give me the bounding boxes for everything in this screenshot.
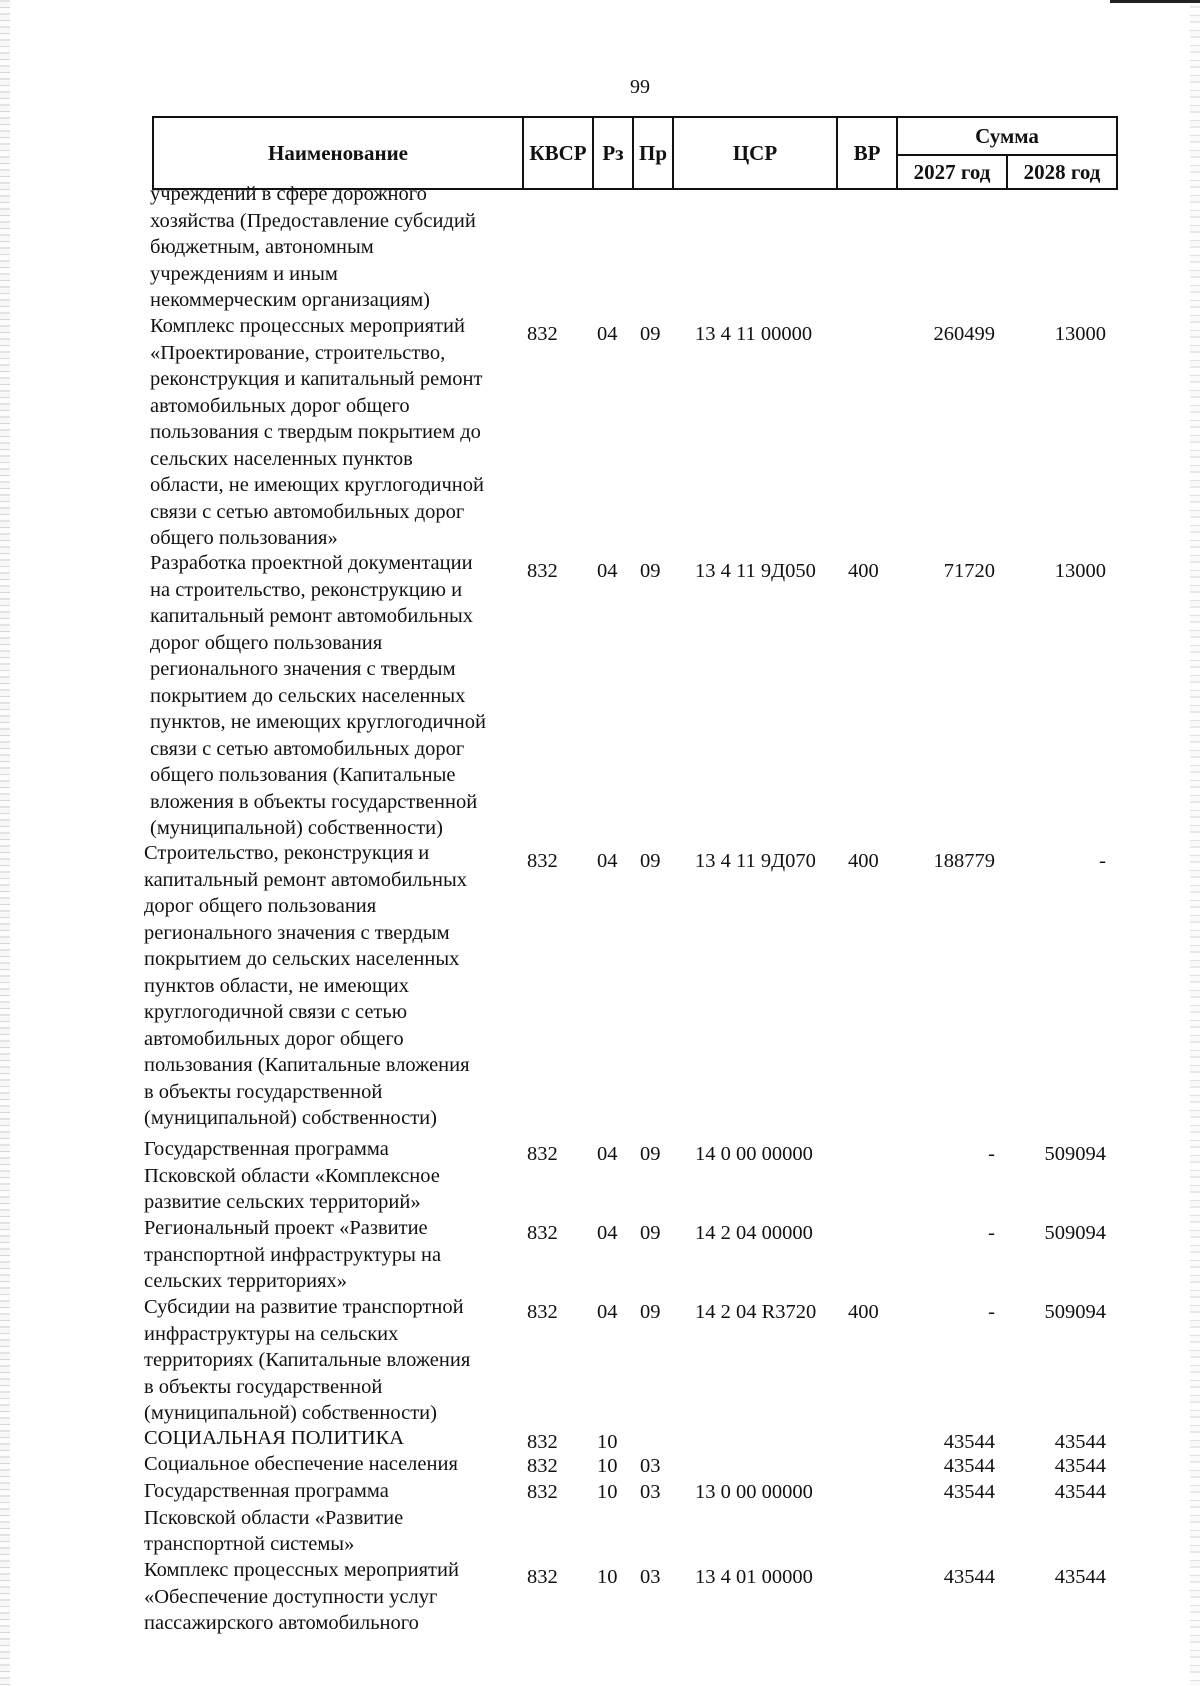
row-name-line: капитальный ремонт автомобильных [150,605,473,627]
row-name-line: Комплекс процессных мероприятий [144,1559,459,1581]
header-name: Наименование [268,140,408,165]
kvsr-cell: 832 [527,1301,558,1323]
amount-2028-cell: 43544 [1054,1566,1106,1588]
rz-cell: 10 [597,1455,618,1477]
amount-2028-cell: 43544 [1054,1455,1106,1477]
row-name-line: Строительство, реконструкция и [144,842,430,864]
row-name-line: транспортной инфраструктуры на [144,1243,442,1266]
row-name-line: инфраструктуры на сельских [144,1322,399,1345]
amount-2027-cell: 43544 [943,1566,995,1588]
pr-cell: 09 [640,850,661,872]
amount-2027-cell: 71720 [943,560,995,582]
csr-cell: 14 2 04 00000 [695,1222,813,1244]
row-name-line: Псковской области «Комплексное [144,1164,440,1187]
rz-cell: 10 [597,1481,618,1503]
pr-cell: 09 [640,323,661,345]
header-vr: ВР [853,140,881,165]
csr-cell: 13 4 01 00000 [695,1566,813,1588]
row-name-line: (муниципальной) собственности) [144,1107,437,1129]
row-name-line: автомобильных дорог общего [144,1027,404,1050]
pr-cell: 09 [640,1222,661,1244]
vr-cell: 400 [848,1301,879,1323]
kvsr-cell: 832 [527,1431,558,1453]
pr-cell: 03 [640,1566,661,1588]
row-name-line: Государственная программа [144,1480,389,1502]
row-name [150,550,522,842]
csr-cell: 13 4 11 9Д050 [695,560,816,582]
amount-2028-cell: 509094 [1044,1301,1106,1323]
row-name-line: общего пользования» [150,527,338,549]
header-rz: Рз [602,140,624,165]
kvsr-cell: 832 [527,560,558,582]
row-name [144,1557,516,1637]
kvsr-cell: 832 [527,323,558,345]
row-name-line: «Обеспечение доступности услуг [144,1585,438,1608]
row-name-line: некоммерческим организациям) [150,289,430,311]
scan-edge-left [0,0,10,1686]
row-name-line: Разработка проектной документации [150,552,473,574]
row-name [144,1451,516,1478]
row-name-line: автомобильных дорог общего [150,394,410,417]
scan-corner-mark [1110,0,1200,3]
rz-cell: 04 [597,1301,618,1323]
amount-2027-cell: - [988,1222,995,1244]
row-name-line: транспортной системы» [144,1533,355,1555]
row-name [150,313,522,552]
kvsr-cell: 832 [527,1481,558,1503]
row-name [144,1478,516,1558]
kvsr-cell: 832 [527,1566,558,1588]
amount-2028-cell: 509094 [1044,1143,1106,1165]
pr-cell: 09 [640,1301,661,1323]
rz-cell: 10 [597,1566,618,1588]
rz-cell: 04 [597,560,618,582]
pr-cell: 03 [640,1481,661,1503]
row-name-line: капитальный ремонт автомобильных [144,868,467,891]
row-name-line: Комплекс процессных мероприятий [150,315,465,337]
row-name-line: территориях (Капитальные вложения [144,1349,471,1371]
row-name-line: Субсидии на развитие транспортной [144,1296,464,1318]
row-name-line: (муниципальной) собственности) [150,817,443,839]
amount-2027-cell: 43544 [943,1455,995,1477]
row-name-line: на строительство, реконструкцию и [150,578,463,601]
csr-cell: 14 0 00 00000 [695,1143,813,1165]
amount-2027-cell: 260499 [933,323,995,345]
row-name-line: регионального значения с твердым [150,658,456,680]
csr-cell: 13 4 11 00000 [695,323,813,345]
amount-2027-cell: 188779 [933,850,995,872]
scan-edge-right [1190,0,1200,1686]
table-header [152,116,1118,190]
row-name-line: дорог общего пользования [150,631,383,654]
row-name-line: бюджетным, автономным [150,236,374,258]
amount-2028-cell: 43544 [1054,1481,1106,1503]
pr-cell: 03 [640,1455,661,1477]
page-number: 99 [630,76,650,98]
kvsr-cell: 832 [527,850,558,872]
row-name [144,1215,516,1295]
row-name-line: покрытием до сельских населенных [150,684,466,707]
row-name-line: области, не имеющих круглогодичной [150,474,484,496]
row-name-line: пассажирского автомобильного [144,1612,419,1634]
pr-cell: 09 [640,560,661,582]
row-name-line: покрытием до сельских населенных [144,948,460,970]
header-year-2028: 2028 год [1023,159,1101,184]
amount-2028-cell: 43544 [1054,1431,1106,1453]
row-name-line: развитие сельских территорий» [144,1191,421,1213]
amount-2027-cell: 43544 [943,1481,995,1503]
row-name-line: сельских территориях» [144,1270,348,1292]
row-name-line: в объекты государственной [144,1375,383,1398]
row-name-line: регионального значения с твердым [144,921,450,944]
row-name-line: СОЦИАЛЬНАЯ ПОЛИТИКА [144,1427,405,1449]
row-name [144,1136,516,1216]
csr-cell: 13 0 00 00000 [695,1481,813,1503]
row-name-line: дорог общего пользования [144,895,377,917]
row-name-line: реконструкция и капитальный ремонт [150,368,483,390]
kvsr-cell: 832 [527,1143,558,1165]
header-sum: Сумма [975,123,1039,148]
csr-cell: 13 4 11 9Д070 [695,850,816,872]
rz-cell: 04 [597,1222,618,1244]
vr-cell: 400 [848,850,879,872]
row-name-line: в объекты государственной [144,1080,383,1103]
header-pr: Пр [638,140,667,165]
row-name [144,840,516,1132]
row-name-line: хозяйства (Предоставление субсидий [150,209,476,232]
row-name-line: Социальное обеспечение населения [144,1453,458,1475]
row-name-line: Псковской области «Развитие [144,1506,404,1529]
row-name-line: «Проектирование, строительство, [150,341,446,364]
row-name-line: учреждений в сфере дорожного [150,183,427,205]
row-name-line: (муниципальной) собственности) [144,1402,437,1424]
header-csr: ЦСР [732,140,778,165]
row-name-line: пользования (Капитальные вложения [144,1054,470,1076]
rz-cell: 10 [597,1431,618,1453]
rz-cell: 04 [597,1143,618,1165]
pr-cell: 09 [640,1143,661,1165]
rz-cell: 04 [597,323,618,345]
csr-cell: 14 2 04 R3720 [695,1301,817,1323]
row-name-line: пунктов, не имеющих круглогодичной [150,711,486,733]
row-name-line: сельских населенных пунктов [150,447,413,470]
row-name [150,181,522,314]
kvsr-cell: 832 [527,1455,558,1477]
row-name [144,1425,516,1452]
amount-2027-cell: 43544 [943,1431,995,1453]
header-year-2027: 2027 год [913,159,991,184]
amount-2028-cell: 13000 [1054,560,1106,582]
row-name [144,1294,516,1427]
row-name-line: вложения в объекты государственной [150,790,478,813]
row-name-line: пунктов области, не имеющих [144,974,409,997]
row-name-line: Региональный проект «Развитие [144,1217,428,1239]
row-name-line: общего пользования (Капитальные [150,764,456,786]
vr-cell: 400 [848,560,879,582]
kvsr-cell: 832 [527,1222,558,1244]
amount-2028-cell: - [1099,850,1106,872]
amount-2028-cell: 13000 [1054,323,1106,345]
amount-2027-cell: - [988,1301,995,1323]
row-name-line: Государственная программа [144,1138,389,1160]
rz-cell: 04 [597,850,618,872]
row-name-line: связи с сетью автомобильных дорог [150,737,465,760]
header-kvsr: КВСР [529,140,587,165]
row-name-line: пользования с твердым покрытием до [150,421,481,443]
row-name-line: круглогодичной связи с сетью [144,1001,408,1023]
row-name-line: учреждениям и иным [150,262,338,285]
amount-2027-cell: - [988,1143,995,1165]
amount-2028-cell: 509094 [1044,1222,1106,1244]
row-name-line: связи с сетью автомобильных дорог [150,500,465,523]
